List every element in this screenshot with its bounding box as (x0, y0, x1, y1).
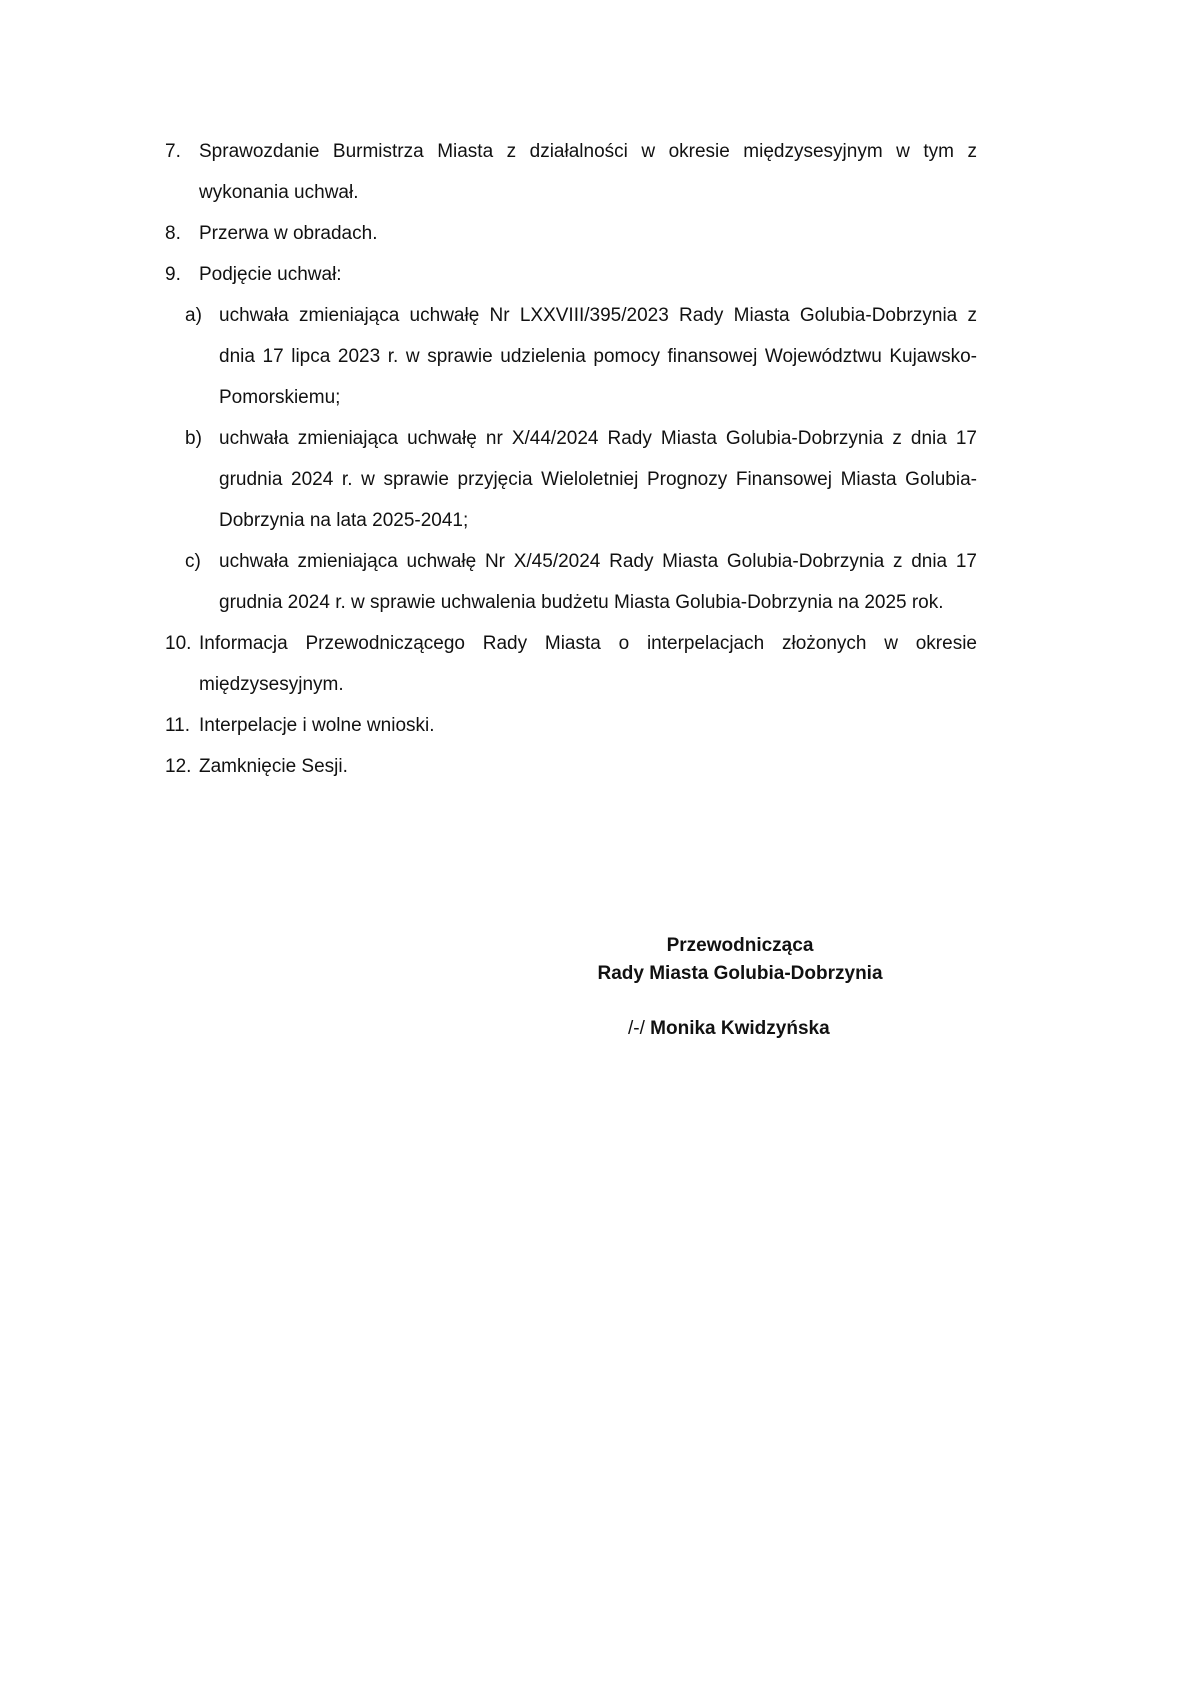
resolution-item-a (165, 295, 977, 418)
agenda-item-text: Zamknięcie Sesji. (199, 756, 348, 777)
signature-name-line (570, 1015, 910, 1043)
resolution-letter: a) (185, 305, 202, 326)
agenda-item-number: 9. (165, 264, 181, 285)
agenda-item-text: Podjęcie uchwał: (199, 264, 342, 285)
resolution-text: uchwała zmieniająca uchwałę Nr X/45/2024 Rady Miasta Golubia-Dobrzynia z dnia 17 grudnia 2024 r. w sprawie uchwalenia budżetu Miasta Golubia-Dobrzynia na 2025 rok. (219, 551, 977, 613)
agenda-item-number: 7. (165, 141, 181, 162)
signature-body: Rady Miasta Golubia-Dobrzynia (597, 963, 883, 984)
agenda-item-11 (165, 705, 977, 746)
agenda-item-12 (165, 746, 977, 787)
resolution-text: uchwała zmieniająca uchwałę nr X/44/2024 Rady Miasta Golubia-Dobrzynia z dnia 17 grudnia 2024 r. w sprawie przyjęcia Wieloletniej Prognozy Finansowej Miasta Golubia-Dobrzynia na lata 2025-2041; (219, 428, 977, 531)
agenda-item-9 (165, 254, 977, 295)
agenda-item-text: Przerwa w obradach. (199, 223, 378, 244)
agenda-item-number: 11. (165, 715, 191, 736)
resolution-item-c (165, 541, 977, 623)
resolution-item-b (165, 418, 977, 541)
signature-block (570, 932, 910, 1043)
agenda-item-text: Interpelacje i wolne wnioski. (199, 715, 435, 736)
agenda-item-number: 12. (165, 756, 192, 777)
resolution-text: uchwała zmieniająca uchwałę Nr LXXVIII/395/2023 Rady Miasta Golubia-Dobrzynia z dnia 17 lipca 2023 r. w sprawie udzielenia pomocy finansowej Województwu Kujawsko-Pomorskiemu; (219, 305, 977, 408)
signatory-name: Monika Kwidzyńska (650, 1018, 830, 1039)
agenda-item-7 (165, 131, 977, 213)
agenda-list (165, 131, 977, 787)
resolution-letter: b) (185, 428, 202, 449)
agenda-item-number: 8. (165, 223, 181, 244)
agenda-item-text: Informacja Przewodniczącego Rady Miasta o interpelacjach złożonych w okresie międzysesyjnym. (199, 633, 977, 695)
agenda-item-8 (165, 213, 977, 254)
signature-title: Przewodnicząca (666, 935, 814, 956)
resolution-letter: c) (185, 551, 201, 572)
agenda-item-number: 10. (165, 633, 192, 654)
agenda-item-10 (165, 623, 977, 705)
agenda-item-text: Sprawozdanie Burmistrza Miasta z działalności w okresie międzysesyjnym w tym z wykonania uchwał. (199, 141, 977, 203)
signature-prefix: /-/ (628, 1018, 645, 1039)
